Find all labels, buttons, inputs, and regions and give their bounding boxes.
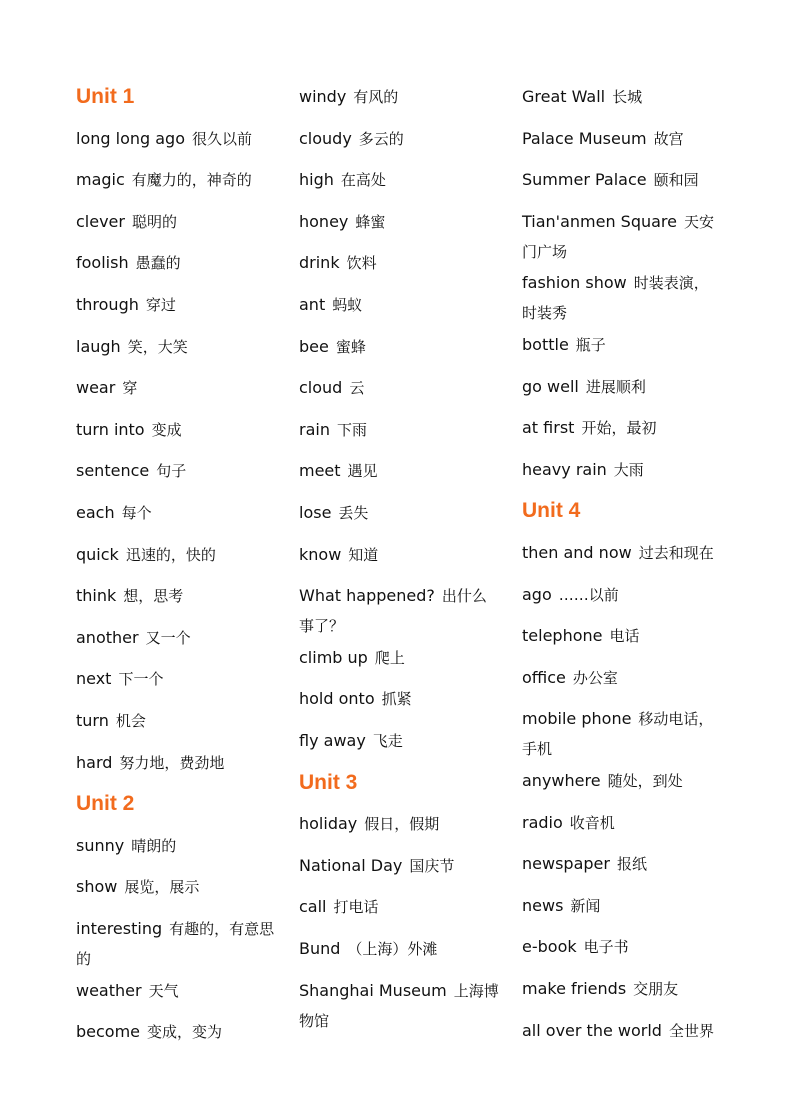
english-term: anywhere [522, 771, 601, 790]
english-term: all over the world [522, 1020, 662, 1040]
english-term: holiday [299, 814, 358, 834]
english-term: weather [76, 980, 142, 1000]
english-term: honey [299, 211, 349, 231]
english-term: another [76, 627, 139, 647]
chinese-meaning: 很久以前 [191, 129, 252, 148]
english-term: Palace Museum [522, 128, 647, 148]
chinese-meaning: 全世界 [668, 1021, 714, 1040]
vocab-entry [299, 290, 499, 320]
vocab-entry [522, 330, 722, 360]
english-term: sentence [76, 461, 150, 481]
english-term: windy [299, 87, 347, 106]
english-term: each [76, 503, 115, 522]
chinese-meaning: 报纸 [616, 855, 647, 874]
unit-heading: Unit 4 [522, 499, 581, 523]
vocab-entry [76, 706, 276, 736]
vocab-entry [299, 540, 499, 570]
chinese-meaning: 有风的 [353, 88, 399, 106]
chinese-meaning: 进展顺利 [585, 377, 646, 396]
english-term: telephone [522, 626, 603, 646]
vocab-entry [299, 809, 499, 839]
chinese-meaning: 又一个 [145, 628, 191, 647]
chinese-meaning: 愚蠢的 [135, 254, 181, 273]
chinese-meaning: 上海博物馆 [299, 981, 499, 1030]
english-term: turn into [76, 419, 145, 439]
vocab-entry [76, 498, 276, 528]
chinese-meaning: 展览，展示 [124, 878, 200, 897]
vocab-entry [299, 498, 499, 528]
english-term: drink [299, 253, 340, 273]
english-term: at first [522, 418, 575, 438]
chinese-meaning: 迅速的，快的 [125, 545, 216, 564]
chinese-meaning: 故宫 [653, 129, 684, 148]
vocab-entry [299, 684, 499, 714]
english-term: through [76, 295, 139, 314]
vocab-entry [522, 268, 722, 328]
vocab-entry [522, 891, 722, 921]
chinese-meaning: 云 [349, 379, 365, 398]
vocab-entry [76, 456, 276, 486]
english-term: sunny [76, 835, 125, 855]
english-term: news [522, 895, 564, 915]
vocab-entry [299, 892, 499, 922]
chinese-meaning: 变成 [151, 420, 182, 439]
english-term: Summer Palace [522, 170, 647, 190]
chinese-meaning: 每个 [121, 504, 152, 522]
vocab-entry [522, 849, 722, 879]
vocab-entry [76, 914, 276, 974]
chinese-meaning: 国庆节 [409, 856, 455, 875]
vocab-entry [299, 643, 499, 673]
english-term: fly away [299, 731, 366, 750]
english-term: make friends [522, 979, 627, 998]
vocab-entry [299, 456, 499, 486]
vocab-entry [299, 726, 499, 756]
chinese-meaning: （上海）外滩 [347, 940, 438, 958]
vocab-entry [76, 415, 276, 445]
vocab-entry [522, 766, 722, 796]
english-term: cloud [299, 378, 343, 398]
chinese-meaning: 随处，到处 [607, 772, 683, 790]
chinese-meaning: 知道 [348, 545, 379, 564]
english-term: call [299, 897, 327, 917]
unit-heading: Unit 1 [76, 85, 135, 108]
chinese-meaning: 移动电话，手机 [522, 710, 714, 759]
chinese-meaning: 出什么事了？ [299, 587, 487, 636]
vocab-entry [522, 704, 722, 764]
unit-heading: Unit 2 [76, 792, 135, 816]
chinese-meaning: 在高处 [340, 171, 386, 190]
english-term: bottle [522, 335, 569, 354]
vocab-entry [76, 165, 276, 195]
vocab-entry [299, 248, 499, 278]
chinese-meaning: 下一个 [118, 670, 164, 689]
chinese-meaning: 穿 [122, 379, 138, 398]
chinese-meaning: 抓紧 [381, 690, 412, 709]
unit-heading: Unit 3 [299, 770, 358, 794]
chinese-meaning: 蜂蜜 [355, 212, 386, 231]
vocab-entry [522, 808, 722, 838]
chinese-meaning: 天气 [148, 981, 179, 1000]
english-term: bee [299, 336, 329, 356]
english-term: National Day [299, 855, 403, 875]
english-term: hard [76, 752, 113, 772]
vocab-entry [522, 974, 722, 1004]
vocab-entry [522, 165, 722, 195]
english-term: Bund [299, 939, 341, 958]
chinese-meaning: 有趣的，有意思的 [76, 920, 275, 968]
chinese-meaning: 爬上 [374, 648, 405, 667]
vocab-entry [299, 207, 499, 237]
chinese-meaning: 机会 [115, 712, 146, 730]
vocab-entry [522, 124, 722, 154]
english-term: hold onto [299, 689, 375, 709]
english-term: turn [76, 711, 109, 730]
vocab-entry [299, 165, 499, 195]
chinese-meaning: 打电话 [333, 898, 379, 917]
vocab-entry [299, 415, 499, 445]
english-term: rain [299, 419, 330, 439]
chinese-meaning: 蜜蜂 [335, 337, 366, 356]
vocab-entry [76, 976, 276, 1006]
chinese-meaning: 天安门广场 [522, 212, 715, 261]
chinese-meaning: ……以前 [558, 585, 619, 604]
vocab-entry [299, 332, 499, 362]
chinese-meaning: 电子书 [583, 938, 629, 957]
vocab-entry [522, 1016, 722, 1046]
vocab-entry [522, 82, 722, 112]
english-term: long long ago [76, 128, 185, 148]
vocab-entry [76, 623, 276, 653]
vocab-entry [522, 580, 722, 610]
vocab-entry [76, 872, 276, 902]
vocab-entry [76, 290, 276, 320]
chinese-meaning: 办公室 [572, 668, 618, 687]
chinese-meaning: 穿过 [145, 296, 176, 314]
vocab-entry [299, 851, 499, 881]
vocab-entry [522, 932, 722, 962]
english-term: interesting [76, 919, 163, 938]
vocab-entry [299, 934, 499, 964]
english-term: show [76, 877, 118, 897]
chinese-meaning: 下雨 [336, 420, 367, 439]
english-term: mobile phone [522, 709, 632, 729]
chinese-meaning: 饮料 [346, 254, 377, 273]
vocab-entry [76, 207, 276, 237]
english-term: next [76, 669, 112, 689]
chinese-meaning: 努力地，费劲地 [119, 753, 225, 772]
english-term: go well [522, 376, 579, 396]
vocab-entry [522, 621, 722, 651]
vocab-entry [522, 538, 722, 568]
vocab-entry [76, 664, 276, 694]
english-term: What happened? [299, 586, 435, 606]
english-term: high [299, 170, 334, 190]
chinese-meaning: 晴朗的 [131, 836, 177, 855]
english-term: climb up [299, 647, 368, 667]
english-term: Tian'anmen Square [522, 211, 677, 231]
chinese-meaning: 新闻 [570, 896, 601, 915]
english-term: foolish [76, 253, 129, 273]
chinese-meaning: 变成，变为 [147, 1023, 223, 1042]
chinese-meaning: 瓶子 [575, 336, 606, 354]
chinese-meaning: 蚂蚁 [332, 296, 363, 314]
english-term: then and now [522, 543, 632, 562]
vocab-entry [299, 581, 499, 641]
english-term: meet [299, 461, 341, 481]
english-term: quick [76, 544, 119, 564]
english-term: radio [522, 812, 563, 832]
chinese-meaning: 颐和园 [653, 171, 699, 190]
vocab-entry [299, 976, 499, 1036]
vocab-entry [76, 1017, 276, 1047]
english-term: think [76, 586, 117, 606]
chinese-meaning: 句子 [156, 462, 187, 481]
english-term: clever [76, 211, 125, 231]
chinese-meaning: 多云的 [358, 129, 404, 148]
chinese-meaning: 时装表演，时装秀 [522, 274, 709, 323]
english-term: Shanghai Museum [299, 980, 447, 1000]
chinese-meaning: 收音机 [569, 813, 615, 832]
chinese-meaning: 聪明的 [131, 212, 177, 231]
english-term: laugh [76, 336, 121, 356]
vocab-entry [522, 413, 722, 443]
english-term: wear [76, 378, 116, 398]
vocab-entry [299, 82, 499, 112]
english-term: ago [522, 584, 552, 604]
english-term: become [76, 1022, 141, 1042]
vocab-entry [76, 831, 276, 861]
english-term: heavy rain [522, 459, 607, 479]
chinese-meaning: 飞走 [372, 732, 403, 750]
chinese-meaning: 遇见 [347, 462, 378, 481]
chinese-meaning: 交朋友 [633, 980, 679, 998]
vocab-entry [299, 124, 499, 154]
vocab-entry [76, 748, 276, 778]
vocab-entry [76, 332, 276, 362]
english-term: magic [76, 170, 125, 190]
english-term: fashion show [522, 273, 627, 293]
chinese-meaning: 大雨 [613, 460, 644, 479]
chinese-meaning: 开始，最初 [581, 419, 657, 438]
vocab-entry [522, 455, 722, 485]
chinese-meaning: 电话 [609, 627, 640, 646]
english-term: lose [299, 503, 332, 522]
chinese-meaning: 想，思考 [123, 587, 184, 606]
vocab-entry [76, 248, 276, 278]
vocab-entry [76, 373, 276, 403]
english-term: ant [299, 295, 326, 314]
vocab-entry [76, 540, 276, 570]
chinese-meaning: 有魔力的，神奇的 [131, 171, 252, 190]
vocab-entry [522, 207, 722, 267]
english-term: newspaper [522, 854, 610, 874]
english-term: cloudy [299, 128, 352, 148]
english-term: know [299, 544, 342, 564]
vocab-entry [522, 663, 722, 693]
english-term: e-book [522, 937, 577, 957]
vocab-entry [522, 372, 722, 402]
chinese-meaning: 丢失 [338, 504, 369, 522]
vocab-entry [76, 581, 276, 611]
vocab-entry [299, 373, 499, 403]
english-term: Great Wall [522, 87, 606, 106]
chinese-meaning: 过去和现在 [638, 544, 714, 562]
vocab-entry [76, 124, 276, 154]
chinese-meaning: 长城 [612, 88, 643, 106]
english-term: office [522, 667, 566, 687]
chinese-meaning: 笑，大笑 [127, 337, 188, 356]
chinese-meaning: 假日，假期 [364, 815, 440, 834]
